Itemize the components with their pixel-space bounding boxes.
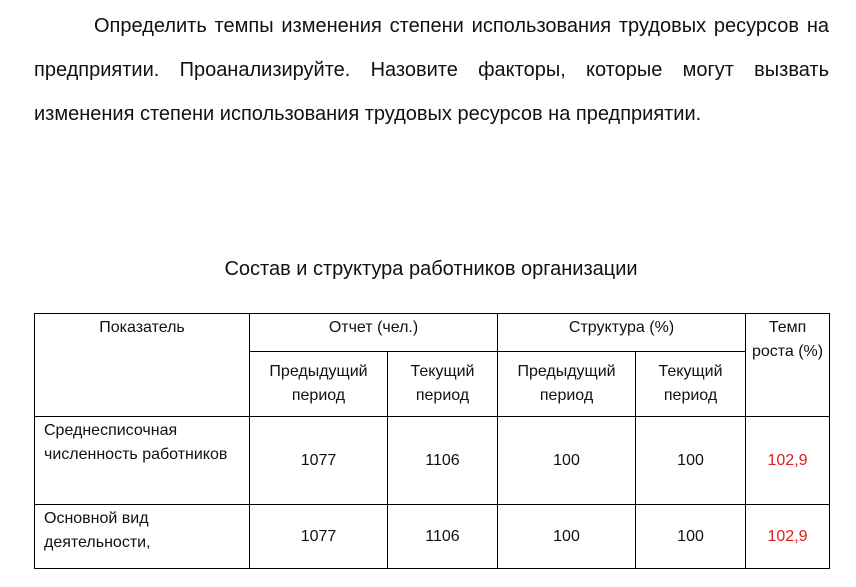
header-row-top bbox=[35, 314, 830, 352]
growth-value: 102,9 bbox=[746, 505, 830, 569]
row-label: Основной вид деятельности, bbox=[35, 505, 250, 569]
header-structure-curr: Текущий период bbox=[636, 352, 746, 417]
header-growth: Темп роста (%) bbox=[746, 314, 830, 417]
report-curr-value: 1106 bbox=[388, 417, 498, 505]
report-prev-value: 1077 bbox=[250, 505, 388, 569]
report-curr-value: 1106 bbox=[388, 505, 498, 569]
struct-prev-value: 100 bbox=[498, 505, 636, 569]
header-report-prev: Предыдущий период bbox=[250, 352, 388, 417]
header-report: Отчет (чел.) bbox=[250, 314, 498, 352]
row-label: Среднесписочная численность работников bbox=[35, 417, 250, 505]
table-title: Состав и структура работников организации bbox=[224, 258, 638, 280]
growth-value: 102,9 bbox=[746, 417, 830, 505]
header-report-curr: Текущий период bbox=[388, 352, 498, 417]
header-structure-prev: Предыдущий период bbox=[498, 352, 636, 417]
header-indicator: Показатель bbox=[35, 314, 250, 417]
staff-structure-table bbox=[34, 313, 830, 569]
table-row bbox=[35, 417, 830, 505]
struct-curr-value: 100 bbox=[636, 505, 746, 569]
struct-prev-value: 100 bbox=[498, 417, 636, 505]
task-text: Определить темпы изменения степени использования трудовых ресурсов на предприятии. Проанализируйте. Назовите факторы, которые могут вызвать изменения степени использования трудовых ресурсов на предприятии. bbox=[34, 15, 829, 125]
table-row bbox=[35, 505, 830, 569]
struct-curr-value: 100 bbox=[636, 417, 746, 505]
header-structure: Структура (%) bbox=[498, 314, 746, 352]
report-prev-value: 1077 bbox=[250, 417, 388, 505]
task-paragraph bbox=[34, 4, 829, 136]
